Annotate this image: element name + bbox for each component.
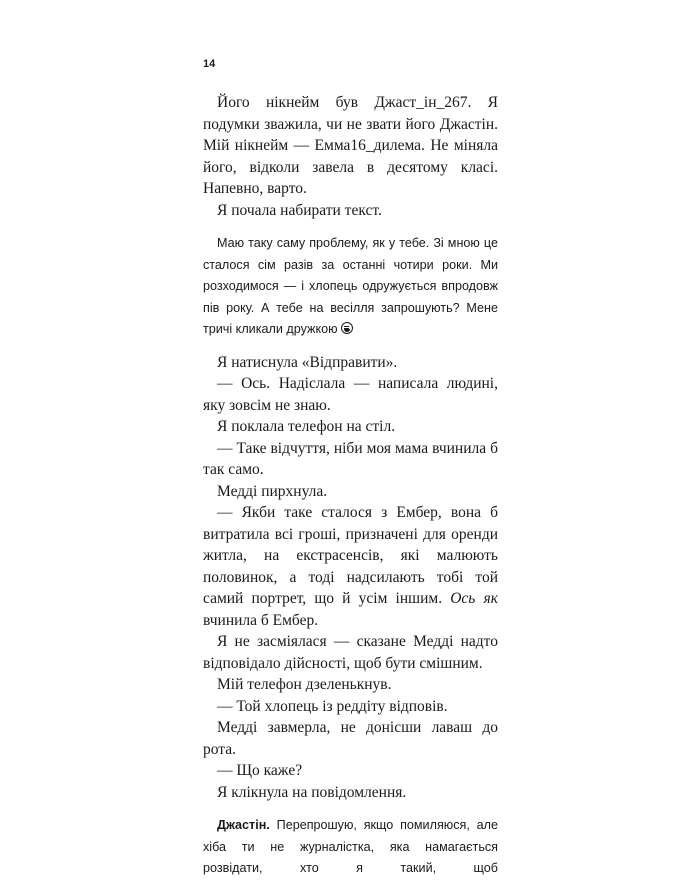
- paragraph: Я клікнула на повідомлення.: [217, 783, 407, 801]
- paragraph: — Що каже?: [217, 762, 303, 779]
- page-number: 14: [203, 58, 216, 70]
- paragraph: Його нікнейм був Джаст_ін_267. Я подумки зважила, чи не звати його Джастін. Мій нікнейм — Емма16_дилема. Не міняла його, відколи завела в десятому класі. Напевно, варто.: [203, 94, 498, 197]
- message-sender: Джастін.: [217, 818, 270, 832]
- paragraph: — Таке відчуття, ніби моя мама вчинила б так само.: [203, 439, 498, 478]
- paragraph-text: — Якби таке сталося з Ембер, вона б витратила всі гроші, призначені для оренди житла, на екстрасенсів, які малюють половинок, а тоді надсилають тобі той самий портрет, що й усім іншим.: [203, 504, 498, 607]
- chat-message: [203, 815, 498, 880]
- chat-message: [203, 233, 498, 341]
- paragraph: Мій телефон дзеленькнув.: [217, 676, 392, 693]
- paragraph: Я натиснула «Відправити».: [217, 353, 398, 371]
- paragraph: Медді пирхнула.: [217, 482, 328, 500]
- paragraph: [203, 502, 498, 631]
- paragraph: — Ось. Надіслала — написала людині, яку зовсім не знаю.: [203, 375, 498, 414]
- emphasis-text: Ось як: [450, 590, 498, 607]
- paragraph: — Той хлопець із реддіту відповів.: [217, 697, 448, 715]
- paragraph-text: вчинила б Ембер.: [203, 611, 319, 629]
- paragraph: Я не засміялася — сказане Медді надто відповідало дійсності, щоб бути смішним.: [203, 633, 498, 672]
- paragraph: Я поклала телефон на стіл.: [217, 418, 396, 435]
- chat-message-text: Маю таку саму проблему, як у тебе. Зі мною це сталося сім разів за останні чотири роки. Ми розходимося — і хлопець одружується впродовж пів року. А тебе на весілля запрошують? Мене тричі кликали дружкою: [203, 236, 498, 336]
- page-body: [203, 92, 498, 880]
- chat-message-text: Перепрошую, якщо помиляюся, але хіба ти не журналістка, яка намагається розвідати, хто я такий, щоб: [203, 818, 498, 875]
- face-with-tears-of-joy-icon: [341, 322, 353, 334]
- paragraph: Медді завмерла, не донісши лаваш до рота.: [203, 719, 498, 758]
- paragraph: Я почала набирати текст.: [217, 201, 382, 219]
